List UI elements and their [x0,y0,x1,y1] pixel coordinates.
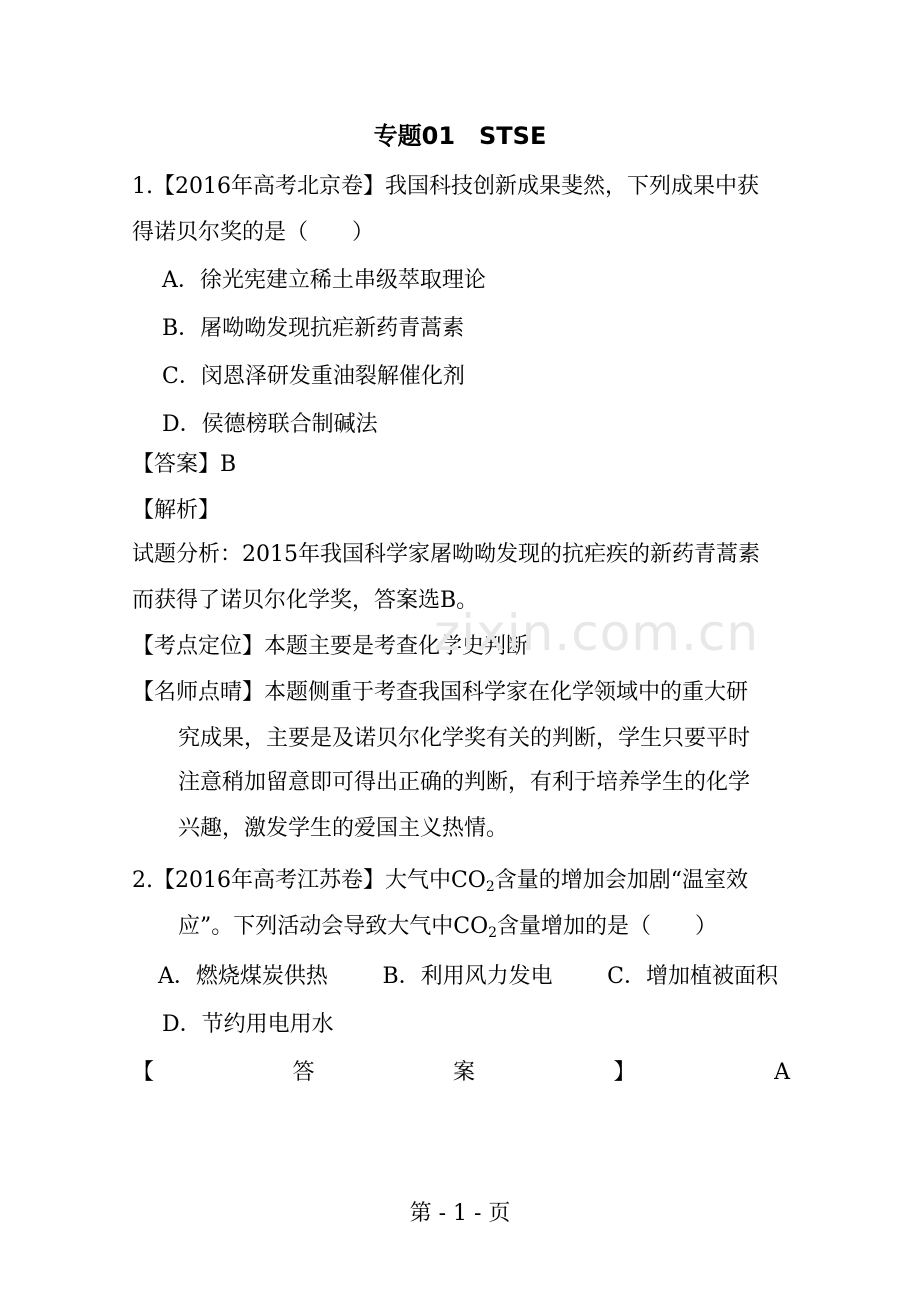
q2-option-a: A．燃烧煤炭供热 [158,964,328,989]
q1-option-d: D．侯德榜联合制碱法 [162,412,378,437]
q1-option-b: B．屠呦呦发现抗疟新药青蒿素 [162,316,465,341]
q2-answer-open-bracket: 【 [132,1060,155,1085]
q1-comment-line2: 究成果，主要是及诺贝尔化学奖有关的判断，学生只要平时 [178,726,751,751]
q1-analysis-heading: 【解析】 [132,498,221,523]
q2-option-c: C．增加植被面积 [607,964,778,989]
q1-comment-line4: 兴趣，激发学生的爱国主义热情。 [178,816,509,841]
watermark: zixin.com.cn [434,604,760,662]
q1-point: 【考点定位】本题主要是考查化学史判断 [132,634,529,659]
q2-options-row [158,962,778,992]
q2-stem-line1-sub: 2 [485,879,495,895]
q2-stem-line2 [178,912,717,942]
q1-stem-line1: 1.【2016年高考北京卷】我国科技创新成果斐然，下列成果中获 [132,174,759,199]
q1-comment-line1: 【名师点晴】本题侧重于考查我国科学家在化学领域中的重大研 [132,680,749,705]
q2-answer-close-bracket: 】 [613,1060,636,1085]
q2-answer-char-an: 案 [453,1060,476,1085]
q1-option-a: A．徐光宪建立稀土串级萃取理论 [162,268,486,293]
q2-stem-line2-a: 应”。下列活动会导致大气中CO [178,914,489,939]
q1-comment-line3: 注意稍加留意即可得出正确的判断，有利于培养学生的化学 [178,770,751,795]
q2-answer-value: A [774,1060,790,1085]
q2-option-b: B．利用风力发电 [382,964,553,989]
q1-stem-line2: 得诺贝尔奖的是（ ） [132,220,375,245]
page-title: 专题01 STSE [373,122,547,150]
q1-answer: 【答案】B [132,452,237,477]
q2-option-d: D．节约用电用水 [162,1012,334,1037]
q2-stem-line1-b: 含量的增加会加剧“温室效 [494,868,749,893]
q2-stem-line2-b: 含量增加的是（ ） [497,914,718,939]
q1-analysis-line1: 试题分析：2015年我国科学家屠呦呦发现的抗疟疾的新药青蒿素 [132,542,760,567]
page-footer: 第 - 1 - 页 [409,1201,511,1226]
q1-option-c: C．闵恩泽研发重油裂解催化剂 [162,364,465,389]
q2-answer-char-da: 答 [292,1060,315,1085]
q2-stem-line1-a: 2.【2016年高考江苏卷】大气中CO [132,868,486,893]
q2-stem-line1 [132,866,748,896]
q2-answer [132,1058,790,1088]
q2-stem-line2-sub: 2 [488,925,498,941]
q1-analysis-line2: 而获得了诺贝尔化学奖，答案选B。 [132,588,479,613]
